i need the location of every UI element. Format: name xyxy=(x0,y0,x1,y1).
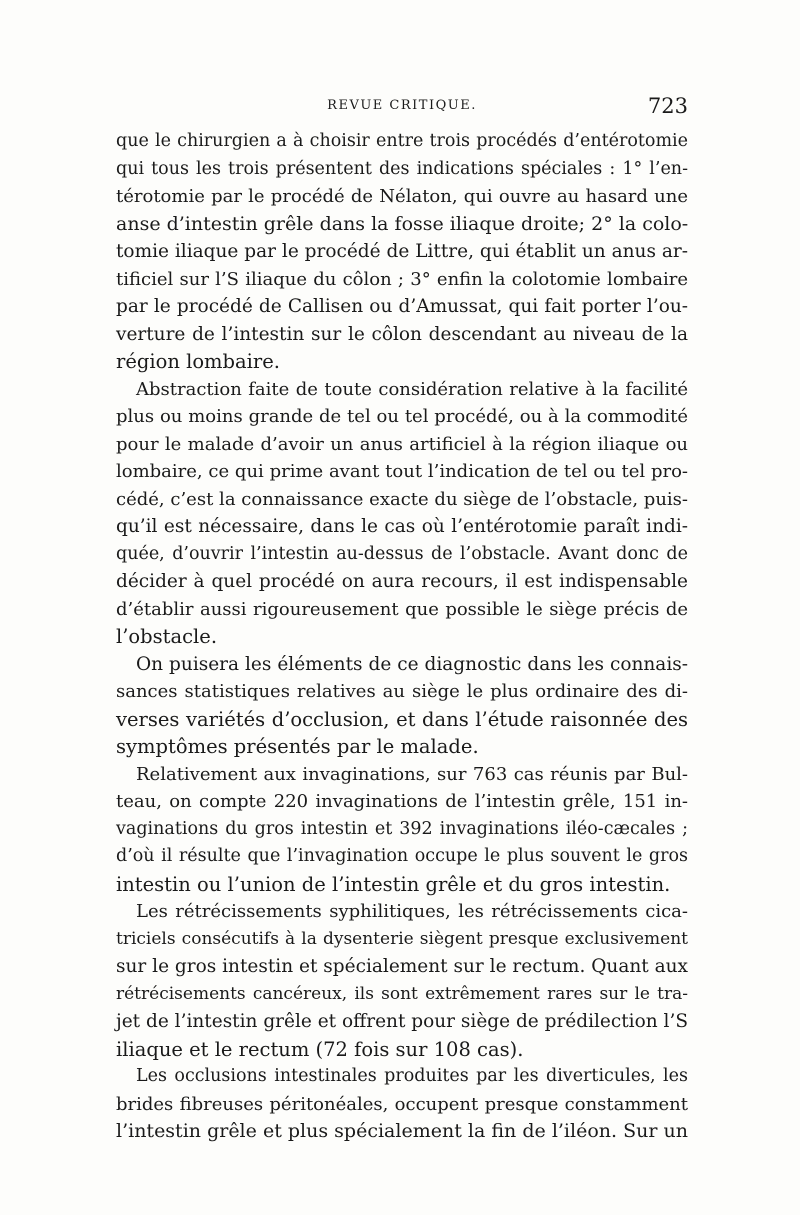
text-line: teau, on compte 220 invaginations de l’intestin grêle, 151 in- xyxy=(116,791,688,812)
text-line: verture de l’intestin sur le côlon descendant au niveau de la xyxy=(116,323,688,345)
paragraph xyxy=(116,651,688,761)
running-title: REVUE CRITIQUE. xyxy=(327,98,477,113)
text-line: Les rétrécissements syphilitiques, les rétrécissements cica- xyxy=(136,901,688,922)
text-line: quée, d’ouvrir l’intestin au-dessus de l’obstacle. Avant donc de xyxy=(116,543,688,564)
text-line: tificiel sur l’S iliaque du côlon ; 3° enfin la colotomie lombaire xyxy=(116,268,688,290)
text-line: d’établir aussi rigoureusement que possible le siège précis de xyxy=(116,598,688,620)
running-head xyxy=(116,94,688,118)
text-line: plus ou moins grande de tel ou tel procédé, ou à la commodité xyxy=(116,406,688,427)
body-text xyxy=(116,128,688,1146)
text-line: iliaque et le rectum (72 fois sur 108 cas). xyxy=(116,1037,524,1061)
text-line: région lombaire. xyxy=(116,350,280,373)
paragraph xyxy=(116,898,688,1063)
text-line: On puisera les éléments de ce diagnostic dans les connais- xyxy=(136,653,688,675)
text-line: que le chirurgien a à choisir entre trois procédés d’entérotomie xyxy=(116,131,688,151)
text-line: décider à quel procédé on aura recours, il est indispensable xyxy=(116,571,688,592)
text-line: rétrécisements cancéreux, ils sont extrêmement rares sur le tra- xyxy=(116,983,688,1004)
text-line: par le procédé de Callisen ou d’Amussat, qui fait porter l’ou- xyxy=(116,296,688,317)
text-line: l’obstacle. xyxy=(116,625,218,648)
text-line: symptômes présentés par le malade. xyxy=(116,735,479,758)
page-number: 723 xyxy=(647,94,688,118)
paragraph xyxy=(116,376,688,651)
paragraph xyxy=(116,128,688,376)
text-line: vaginations du gros intestin et 392 invaginations iléo-cæcales ; xyxy=(116,818,688,839)
paragraph xyxy=(116,761,688,899)
text-line: cédé, c’est la connaissance exacte du siège de l’obstacle, puis- xyxy=(116,488,688,510)
text-line: anse d’intestin grêle dans la fosse iliaque droite; 2° la colo- xyxy=(116,212,689,235)
text-line: Les occlusions intestinales produites par les diverticules, les xyxy=(136,1066,688,1086)
text-line: d’où il résulte que l’invagination occupe le plus souvent le gros xyxy=(116,846,688,866)
text-line: Relativement aux invaginations, sur 763 cas réunis par Bul- xyxy=(136,763,688,785)
text-line: sances statistiques relatives au siège le plus ordinaire des di- xyxy=(116,681,688,702)
text-line: qui tous les trois présentent des indications spéciales : 1° l’en- xyxy=(116,158,688,179)
text-line: intestin ou l’union de l’intestin grêle et du gros intestin. xyxy=(116,872,671,896)
text-line: sur le gros intestin et spécialement sur le rectum. Quant aux xyxy=(116,956,688,977)
text-line: jet de l’intestin grêle et offrent pour siège de prédilection l’S xyxy=(116,1011,688,1032)
text-line: l’intestin grêle et plus spécialement la fin de l’iléon. Sur un xyxy=(116,1120,688,1142)
text-line: lombaire, ce qui prime avant tout l’indication de tel ou tel pro- xyxy=(116,461,688,482)
text-line: triciels consécutifs à la dysenterie siègent presque exclusivement xyxy=(116,928,688,949)
text-line: térotomie par le procédé de Nélaton, qui ouvre au hasard une xyxy=(116,186,688,207)
text-line: qu’il est nécessaire, dans le cas où l’entérotomie paraît indi- xyxy=(116,516,688,537)
text-line: verses variétés d’occlusion, et dans l’étude raisonnée des xyxy=(116,707,688,731)
text-line: pour le malade d’avoir un anus artificiel à la région iliaque ou xyxy=(116,433,688,455)
text-line: brides fibreuses péritonéales, occupent presque constamment xyxy=(116,1093,688,1115)
text-line: tomie iliaque par le procédé de Littre, qui établit un anus ar- xyxy=(116,241,688,262)
paragraph xyxy=(116,1063,688,1146)
text-line: Abstraction faite de toute considération relative à la facilité xyxy=(136,378,688,400)
